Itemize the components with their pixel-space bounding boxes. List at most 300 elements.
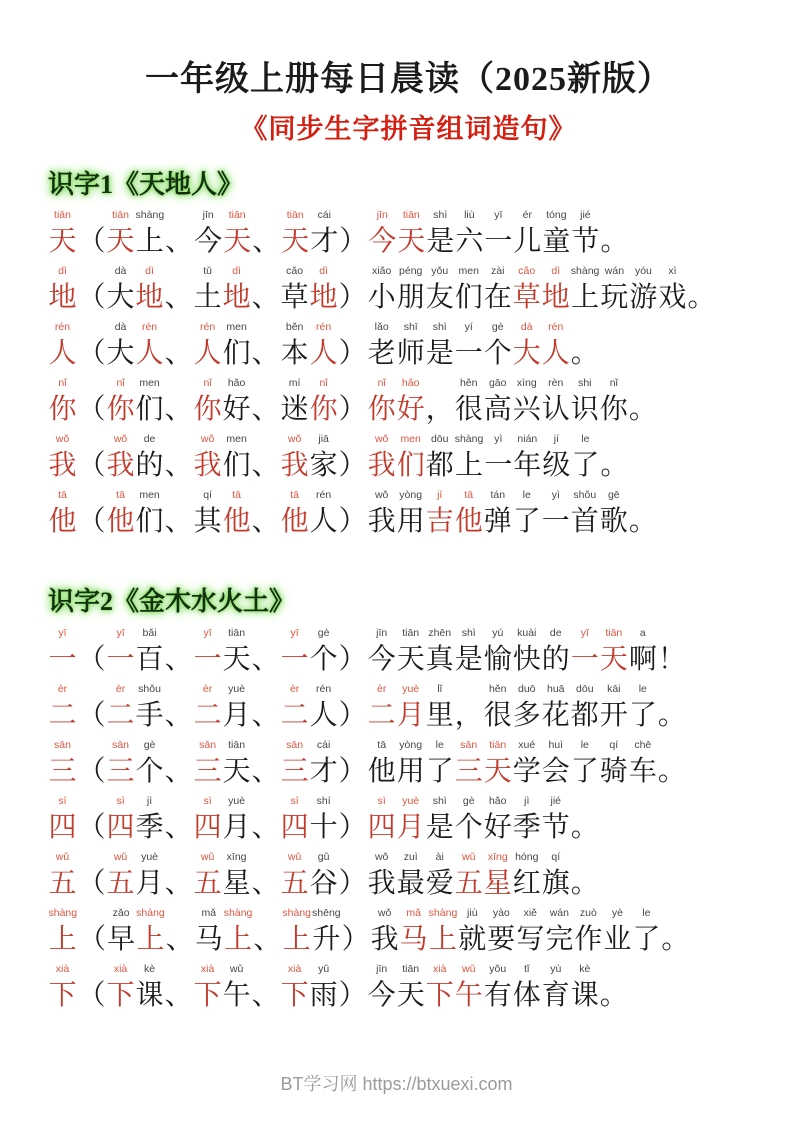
- syllable: [484, 488, 512, 540]
- syllable: [542, 488, 570, 540]
- pinyin-label: jí: [437, 489, 443, 502]
- syllable: [513, 962, 541, 1014]
- pinyin-label: rén: [316, 682, 332, 695]
- pinyin-label: xué: [518, 738, 536, 751]
- punctuation: [252, 850, 280, 902]
- punctuation: [339, 626, 367, 678]
- hanzi-char: 大: [106, 282, 135, 314]
- hanzi-char: 上: [571, 282, 600, 314]
- pinyin-label: èr: [377, 682, 387, 695]
- pinyin-label: sān: [54, 738, 71, 751]
- hanzi-char: 今: [367, 979, 396, 1011]
- hanzi-char: 三: [454, 755, 483, 787]
- hanzi-char: 我: [193, 450, 222, 482]
- punctuation: [252, 962, 280, 1014]
- hanzi-char: 节: [541, 811, 570, 843]
- pinyin-label: dì: [58, 265, 67, 278]
- syllable: [223, 682, 251, 734]
- punctuation: [165, 320, 193, 372]
- pinyin-label: běn: [285, 321, 304, 334]
- hanzi-char: 、: [251, 643, 280, 675]
- hanzi-char: 上: [428, 923, 457, 955]
- hanzi-char: 大: [512, 338, 541, 370]
- punctuation: [339, 320, 367, 372]
- footer-site-link[interactable]: BT学习网 https://btxuexi.com: [280, 1074, 513, 1094]
- syllable: [107, 850, 135, 902]
- pinyin-label: kè: [144, 962, 156, 975]
- syllable: [136, 906, 165, 958]
- syllable: [49, 208, 77, 260]
- punctuation: [339, 488, 367, 540]
- pinyin-label: xià: [113, 962, 128, 975]
- pinyin-label: le: [638, 682, 647, 695]
- syllable: [107, 738, 135, 790]
- hanzi-char: 骑: [599, 755, 628, 787]
- hanzi-char: 快: [512, 643, 541, 675]
- punctuation: [455, 682, 483, 734]
- syllable: [194, 208, 222, 260]
- hanzi-char: 六: [455, 226, 484, 258]
- pinyin-label: dà: [520, 321, 533, 334]
- pinyin-label: tā: [290, 489, 300, 502]
- syllable: [397, 432, 425, 484]
- syllable: [368, 376, 396, 428]
- pinyin-label: rèn: [548, 377, 564, 390]
- pinyin-label: èr: [289, 682, 300, 695]
- pinyin-label: dōu: [430, 433, 449, 446]
- punctuation: [165, 738, 193, 790]
- pinyin-label: dì: [551, 265, 561, 278]
- hanzi-char: 上: [455, 450, 484, 482]
- hanzi-char: 他: [106, 506, 135, 538]
- syllable: [281, 962, 309, 1014]
- syllable: [194, 376, 222, 428]
- pinyin-label: yì: [494, 433, 503, 446]
- syllable: [49, 376, 77, 428]
- punctuation: [252, 488, 280, 540]
- hanzi-char: 课: [135, 979, 164, 1011]
- pinyin-label: jīn: [376, 209, 388, 222]
- syllable: [223, 794, 251, 846]
- hanzi-char: 地: [135, 282, 164, 314]
- syllable: [136, 962, 164, 1014]
- syllable: [484, 626, 512, 678]
- hanzi-char: 爱: [425, 867, 454, 899]
- hanzi-char: 、: [251, 867, 280, 899]
- syllable: [600, 626, 628, 678]
- syllable: [455, 794, 483, 846]
- syllable: [455, 264, 483, 316]
- hanzi-char: 一: [484, 450, 513, 482]
- hanzi-char: 戏: [658, 282, 687, 314]
- punctuation: [165, 682, 193, 734]
- hanzi-char: 人: [309, 699, 338, 731]
- hanzi-char: 你: [309, 394, 338, 426]
- hanzi-char: 很: [454, 394, 483, 426]
- hanzi-char: 是: [454, 643, 483, 675]
- hanzi-char: 四: [367, 811, 396, 843]
- pinyin-label: wǒ: [374, 850, 389, 863]
- pinyin-label: kè: [579, 962, 591, 975]
- syllable: [136, 738, 164, 790]
- punctuation: [661, 906, 689, 958]
- pinyin-label: zuò: [579, 906, 597, 919]
- syllable: [426, 794, 454, 846]
- sections-container: [48, 169, 769, 1013]
- hanzi-char: 我: [367, 450, 396, 482]
- hanzi-char: 月: [135, 867, 164, 899]
- hanzi-char: 你: [48, 394, 77, 426]
- syllable: [136, 432, 164, 484]
- hanzi-char: 兴: [512, 394, 541, 426]
- pinyin-label: yī: [494, 209, 503, 222]
- hanzi-char: 五: [193, 867, 222, 899]
- syllable: [513, 488, 541, 540]
- pinyin-label: rén: [548, 321, 564, 334]
- pinyin-label: sì: [377, 794, 386, 807]
- syllable: [426, 682, 454, 734]
- syllable: [223, 738, 251, 790]
- hanzi-char: 一: [454, 338, 483, 370]
- hanzi-char: 天: [223, 226, 252, 258]
- hanzi-char: 二: [106, 699, 135, 731]
- syllable: [397, 320, 425, 372]
- punctuation: [78, 320, 106, 372]
- hanzi-char: ）: [338, 867, 367, 899]
- pinyin-label: yǒu: [431, 265, 449, 278]
- syllable: [49, 264, 77, 316]
- hanzi-char: 都: [425, 450, 454, 482]
- hanzi-char: 玩: [600, 282, 629, 314]
- hanzi-char: 是: [425, 338, 454, 370]
- syllable: [368, 488, 396, 540]
- syllable: [195, 906, 223, 958]
- syllable: [455, 320, 483, 372]
- pinyin-label: duō: [517, 682, 536, 695]
- punctuation: [252, 208, 280, 260]
- pinyin-label: xià: [200, 962, 215, 975]
- syllable: [281, 432, 309, 484]
- syllable: [603, 906, 631, 958]
- syllable: [281, 682, 309, 734]
- hanzi-char: 都: [570, 699, 599, 731]
- pinyin-label: yuè: [402, 682, 420, 695]
- hanzi-char: 马: [399, 923, 428, 955]
- pinyin-label: yī: [203, 626, 212, 639]
- syllable: [426, 208, 454, 260]
- hanzi-char: 、: [164, 867, 193, 899]
- vocab-row: [48, 794, 769, 846]
- hanzi-char: 们: [222, 450, 251, 482]
- syllable: [194, 738, 222, 790]
- syllable: [542, 320, 570, 372]
- pinyin-label: shì: [433, 209, 448, 222]
- hanzi-char: 人: [135, 338, 164, 370]
- pinyin-label: rén: [54, 321, 71, 334]
- hanzi-char: 、: [165, 226, 194, 258]
- syllable: [455, 488, 483, 540]
- hanzi-char: ）: [338, 282, 367, 314]
- syllable: [400, 906, 428, 958]
- hanzi-char: 、: [252, 226, 281, 258]
- punctuation: [571, 850, 599, 902]
- hanzi-char: 升: [312, 923, 341, 955]
- syllable: [397, 794, 425, 846]
- syllable: [136, 264, 164, 316]
- syllable: [513, 264, 541, 316]
- pinyin-label: le: [580, 738, 589, 751]
- hanzi-char: 吉: [425, 506, 454, 538]
- syllable: [397, 962, 425, 1014]
- pinyin-label: yù: [550, 962, 562, 975]
- hanzi-char: 的: [541, 643, 570, 675]
- syllable: [310, 432, 338, 484]
- pinyin-label: huì: [548, 738, 564, 751]
- pinyin-label: nǐ: [203, 377, 212, 390]
- pinyin-label: xià: [55, 962, 70, 975]
- hanzi-char: 天: [397, 226, 426, 258]
- hanzi-char: 、: [164, 394, 193, 426]
- pinyin-label: wǔ: [462, 850, 476, 863]
- hanzi-char: 上: [282, 923, 311, 955]
- vocab-row: [48, 850, 769, 902]
- syllable: [397, 208, 425, 260]
- hanzi-char: 。: [599, 979, 628, 1011]
- pinyin-label: dì: [145, 265, 154, 278]
- syllable: [368, 264, 396, 316]
- syllable: [571, 626, 599, 678]
- hanzi-char: 、: [251, 506, 280, 538]
- hanzi-char: 、: [251, 338, 280, 370]
- pinyin-label: shàng: [282, 906, 312, 919]
- hanzi-char: 二: [193, 699, 222, 731]
- pinyin-label: hěn: [459, 377, 478, 390]
- pinyin-label: huā: [547, 682, 565, 695]
- syllable: [426, 320, 454, 372]
- hanzi-char: 愉: [483, 643, 512, 675]
- hanzi-char: 上: [224, 923, 253, 955]
- syllable: [107, 320, 135, 372]
- syllable: [513, 432, 541, 484]
- syllable: [49, 850, 77, 902]
- pinyin-label: men: [226, 321, 247, 334]
- syllable: [281, 850, 309, 902]
- syllable: [513, 320, 541, 372]
- section-header: 识字2《金木水火土》: [48, 587, 296, 617]
- hanzi-char: 、: [164, 811, 193, 843]
- syllable: [136, 850, 164, 902]
- hanzi-char: 好: [396, 394, 425, 426]
- hanzi-char: 上: [136, 923, 165, 955]
- pinyin-label: wǔ: [113, 850, 128, 863]
- syllable: [368, 208, 396, 260]
- syllable: [571, 962, 599, 1014]
- hanzi-char: 。: [600, 226, 629, 258]
- syllable: [513, 850, 541, 902]
- hanzi-char: ）: [338, 699, 367, 731]
- pinyin-label: dōu: [576, 682, 594, 695]
- pinyin-label: wǔ: [287, 850, 302, 863]
- punctuation: [339, 682, 367, 734]
- pinyin-label: tā: [232, 489, 241, 502]
- pinyin-label: yè: [611, 906, 623, 919]
- syllable: [542, 962, 570, 1014]
- hanzi-char: 、: [251, 699, 280, 731]
- pinyin-label: tā: [464, 489, 474, 502]
- pinyin-label: shì: [461, 626, 476, 639]
- pinyin-label: tiān: [402, 962, 420, 975]
- punctuation: [629, 488, 657, 540]
- hanzi-char: 个: [483, 338, 512, 370]
- hanzi-char: 育: [541, 979, 570, 1011]
- syllable: [368, 626, 396, 678]
- syllable: [513, 376, 541, 428]
- pinyin-label: tiān: [228, 738, 246, 751]
- punctuation: [252, 376, 280, 428]
- hanzi-char: 了: [512, 506, 541, 538]
- syllable: [49, 488, 77, 540]
- punctuation: [165, 208, 193, 260]
- syllable: [513, 682, 541, 734]
- punctuation: [252, 794, 280, 846]
- pinyin-label: yī: [58, 626, 67, 639]
- pinyin-label: nǐ: [377, 377, 386, 390]
- syllable: [571, 682, 599, 734]
- pinyin-label: tā: [116, 489, 125, 502]
- pinyin-label: de: [143, 433, 156, 446]
- pinyin-label: xìng: [516, 377, 537, 390]
- pinyin-label: tiān: [286, 209, 304, 222]
- syllable: [629, 264, 657, 316]
- hanzi-char: 、: [251, 979, 280, 1011]
- pinyin-label: dà: [114, 321, 127, 334]
- pinyin-label: cǎo: [518, 265, 536, 278]
- pinyin-label: qí: [551, 850, 561, 863]
- syllable: [368, 962, 396, 1014]
- syllable: [107, 794, 135, 846]
- hanzi-char: 最: [396, 867, 425, 899]
- pinyin-label: gāo: [488, 377, 507, 390]
- hanzi-char: （: [77, 979, 106, 1011]
- hanzi-char: 五: [280, 867, 309, 899]
- syllable: [107, 432, 135, 484]
- syllable: [513, 208, 541, 260]
- syllable: [49, 906, 78, 958]
- punctuation: [339, 850, 367, 902]
- pinyin-label: èr: [57, 682, 68, 695]
- punctuation: [342, 906, 370, 958]
- syllable: [310, 376, 338, 428]
- hanzi-char: 了: [632, 923, 661, 955]
- hanzi-char: 个: [454, 811, 483, 843]
- hanzi-char: 季: [512, 811, 541, 843]
- hanzi-char: 、: [164, 643, 193, 675]
- punctuation: [166, 906, 194, 958]
- punctuation: [571, 794, 599, 846]
- hanzi-char: 草: [280, 282, 309, 314]
- syllable: [310, 488, 338, 540]
- syllable: [487, 906, 515, 958]
- punctuation: [78, 626, 106, 678]
- pinyin-label: hóng: [515, 850, 539, 863]
- syllable: [484, 738, 512, 790]
- pinyin-label: tiān: [112, 209, 129, 222]
- pinyin-label: shàng: [570, 265, 600, 278]
- punctuation: [78, 264, 106, 316]
- syllable: [223, 432, 251, 484]
- syllable: [310, 962, 338, 1014]
- vocab-row: [48, 376, 769, 428]
- syllable: [571, 376, 599, 428]
- pinyin-label: shàng: [428, 906, 458, 919]
- hanzi-char: 识: [570, 394, 599, 426]
- syllable: [600, 264, 628, 316]
- hanzi-char: 二: [367, 699, 396, 731]
- punctuation: [658, 682, 686, 734]
- pinyin-label: yóu: [634, 265, 652, 278]
- syllable: [542, 626, 570, 678]
- punctuation: [629, 376, 657, 428]
- hanzi-char: 土: [193, 282, 222, 314]
- pinyin-label: hěn: [488, 682, 507, 695]
- hanzi-char: 他: [454, 506, 483, 538]
- hanzi-char: 红: [512, 867, 541, 899]
- hanzi-char: 我: [367, 867, 396, 899]
- pinyin-label: yuè: [228, 794, 246, 807]
- hanzi-char: ！: [657, 643, 686, 675]
- pinyin-label: yī: [580, 626, 589, 639]
- pinyin-label: tā: [377, 738, 387, 751]
- hanzi-char: 儿: [513, 226, 542, 258]
- hanzi-char: 我: [106, 450, 135, 482]
- vocab-row: [48, 320, 769, 372]
- hanzi-char: 们: [454, 282, 483, 314]
- syllable: [282, 906, 311, 958]
- syllable: [455, 738, 483, 790]
- pinyin-label: qí: [609, 738, 619, 751]
- hanzi-char: 月: [222, 699, 251, 731]
- hanzi-char: ）: [338, 755, 367, 787]
- hanzi-char: 天: [222, 755, 251, 787]
- syllable: [49, 626, 77, 678]
- pinyin-label: sì: [58, 794, 67, 807]
- hanzi-char: 好: [222, 394, 251, 426]
- syllable: [194, 320, 222, 372]
- syllable: [49, 794, 77, 846]
- punctuation: [252, 432, 280, 484]
- pinyin-label: kāi: [607, 682, 621, 695]
- hanzi-char: 月: [396, 699, 425, 731]
- hanzi-char: 家: [309, 450, 338, 482]
- syllable: [426, 432, 454, 484]
- pinyin-label: jí: [553, 433, 559, 446]
- syllable: [458, 906, 486, 958]
- hanzi-char: 一: [280, 643, 309, 675]
- syllable: [455, 850, 483, 902]
- hanzi-char: 他: [48, 506, 77, 538]
- syllable: [455, 432, 484, 484]
- hanzi-char: ）: [338, 394, 367, 426]
- hanzi-char: 马: [194, 923, 223, 955]
- syllable: [281, 208, 309, 260]
- syllable: [194, 488, 222, 540]
- hanzi-char: 是: [426, 226, 455, 258]
- pinyin-label: le: [642, 906, 651, 919]
- hanzi-char: 师: [396, 338, 425, 370]
- syllable: [107, 682, 135, 734]
- hanzi-char: 歌: [599, 506, 628, 538]
- pinyin-label: shàng: [135, 209, 165, 222]
